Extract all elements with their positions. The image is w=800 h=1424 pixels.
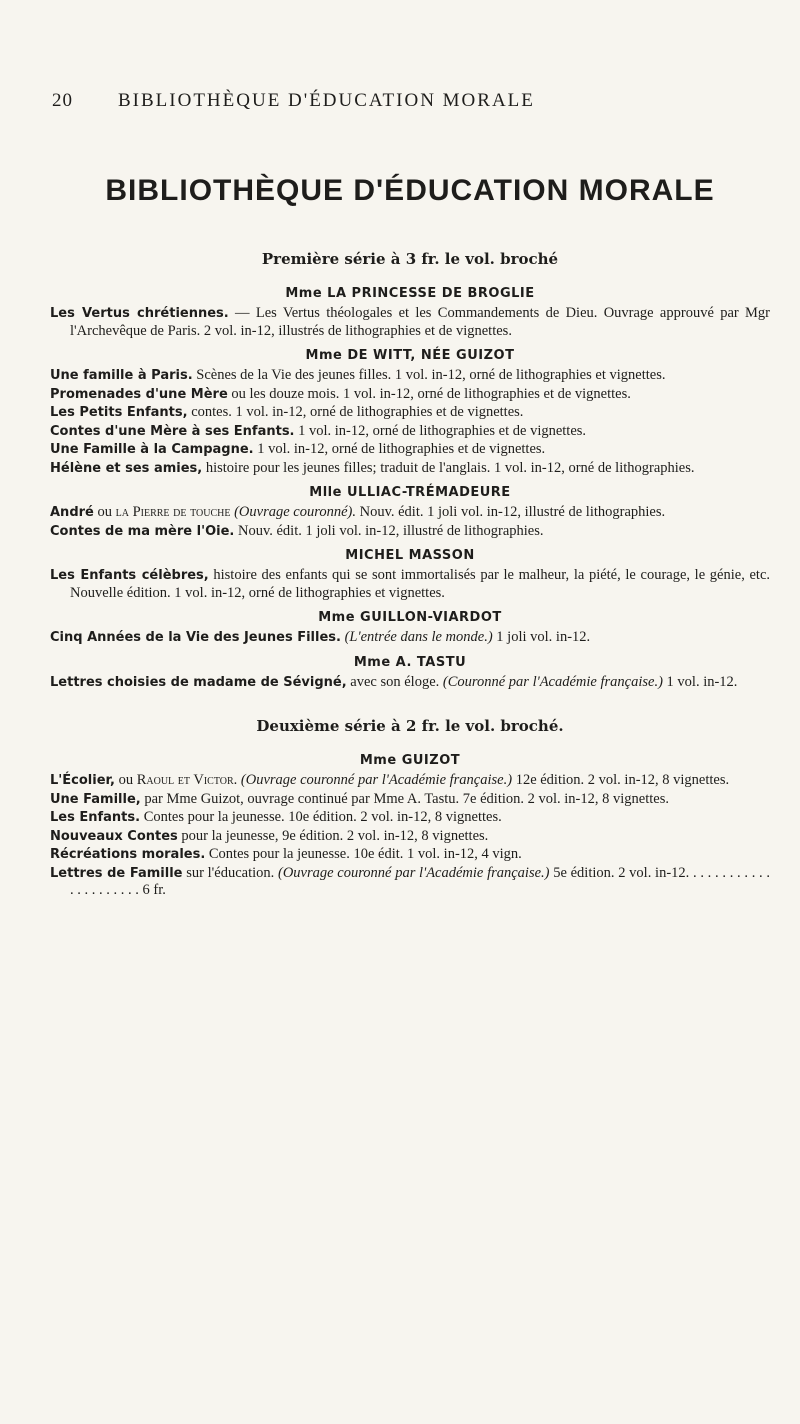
author-heading: Mme DE WITT, NÉE GUIZOT — [305, 348, 515, 363]
running-head: BIBLIOTHÈQUE D'ÉDUCATION MORALE — [118, 90, 535, 111]
series-second-list — [50, 753, 770, 900]
book-description: 1 vol. in-12, orné de lithographies et de vignettes. — [253, 441, 546, 457]
page-content — [50, 174, 770, 901]
book-entry — [50, 865, 770, 900]
book-entry — [50, 386, 770, 404]
author-heading: Mme A. TASTU — [353, 654, 467, 670]
book-description: histoire pour les jeunes filles; traduit de l'anglais. 1 vol. in-12, orné de lithographies. — [202, 459, 695, 476]
book-title: L'Écolier, — [50, 773, 115, 788]
page-number: 20 — [52, 90, 73, 111]
book-title: Nouveaux Contes — [50, 828, 178, 844]
book-entry — [50, 772, 770, 790]
book-description: pour la jeunesse, 9e édition. 2 vol. in-12, 8 vignettes. — [177, 827, 489, 844]
entry-connector: ou — [93, 504, 116, 520]
series-heading-first: Première série à 3 fr. le vol. broché — [261, 250, 559, 268]
book-title: Les Petits Enfants, — [50, 405, 188, 420]
book-title: Une Famille à la Campagne. — [50, 442, 254, 457]
book-entry — [50, 846, 770, 864]
book-title: Les Enfants. — [50, 810, 141, 825]
book-description: — Les Vertus théologales et les Commandements de Dieu. Ouvrage approuvé par Mgr l'Archevêque de Paris. 2 vol. in-12, illustrés de lithographies et de vignettes. — [70, 305, 770, 339]
book-entry — [50, 567, 770, 602]
book-title: Contes d'une Mère à ses Enfants. — [50, 423, 295, 439]
author-heading: MICHEL MASSON — [345, 548, 475, 563]
entry-connector: ou — [114, 772, 137, 788]
book-description: 1 joli vol. in-12. — [492, 629, 591, 645]
book-title: Les Enfants célèbres, — [50, 568, 209, 583]
book-description: par Mme Guizot, ouvrage continué par Mme A. Tastu. 7e édition. 2 vol. in-12, 8 vignettes. — [140, 790, 669, 807]
author-heading: Mme GUILLON-VIARDOT — [318, 610, 502, 625]
book-entry — [50, 423, 770, 441]
book-title: Une famille à Paris. — [50, 368, 193, 383]
book-entry — [50, 791, 770, 809]
book-title: Hélène et ses amies, — [50, 460, 203, 476]
book-description: 1 vol. in-12, orné de lithographies et de vignettes. — [294, 422, 587, 439]
book-title: Récréations morales. — [50, 847, 206, 862]
book-entry — [50, 460, 770, 478]
series-first-list — [50, 286, 770, 691]
entry-note: (Ouvrage couronné). — [234, 504, 356, 520]
book-title: Promenades d'une Mère — [50, 386, 228, 402]
book-entry — [50, 828, 770, 846]
book-title: Une Famille, — [50, 791, 141, 807]
book-description: ou les douze mois. 1 vol. in-12, orné de lithographies et de vignettes. — [227, 385, 631, 402]
book-entry — [50, 367, 770, 385]
book-description: Nouv. édit. 1 joli vol. in-12, illustré de lithographies. — [355, 504, 666, 520]
book-description: 1 vol. in-12. — [662, 673, 738, 690]
book-title: Lettres de Famille — [50, 865, 183, 881]
book-entry — [50, 305, 770, 340]
book-title: André — [50, 505, 94, 520]
entry-subtitle: la Pierre de touche — [115, 504, 231, 520]
book-entry — [50, 674, 770, 692]
book-entry — [50, 809, 770, 827]
book-description: contes. 1 vol. in-12, orné de lithographies et de vignettes. — [187, 404, 524, 420]
book-entry — [50, 629, 770, 647]
entry-note: (Couronné par l'Académie française.) — [442, 673, 663, 690]
book-entry — [50, 504, 770, 522]
page-title: BIBLIOTHÈQUE D'ÉDUCATION MORALE — [105, 174, 715, 207]
book-description: 5e édition. 2 vol. in-12. . . . . . . . . . . . . . . . . . . . . . 6 fr. — [70, 864, 771, 898]
book-entry — [50, 404, 770, 422]
book-title: Les Vertus chrétiennes. — [50, 306, 229, 321]
book-description: Contes pour la jeunesse. 10e édit. 1 vol. in-12, 4 vign. — [205, 846, 522, 862]
series-heading-second: Deuxième série à 2 fr. le vol. broché. — [256, 717, 564, 735]
entry-note: (Ouvrage couronné par l'Académie française.) — [240, 772, 513, 788]
entry-note: (Ouvrage couronné par l'Académie française.) — [277, 864, 550, 881]
entry-note: (L'entrée dans le monde.) — [344, 629, 493, 645]
entry-subtitle: Raoul et Victor. — [136, 772, 238, 788]
book-entry — [50, 523, 770, 541]
author-heading: Mme GUIZOT — [359, 753, 461, 768]
book-description: avec son éloge. — [346, 673, 443, 690]
book-description: Nouv. édit. 1 joli vol. in-12, illustré de lithographies. — [234, 522, 544, 539]
book-description: sur l'éducation. — [182, 864, 278, 881]
author-heading: Mlle ULLIAC-TRÉMADEURE — [309, 485, 511, 500]
book-description: Scènes de la Vie des jeunes filles. 1 vol. in-12, orné de lithographies et vignettes. — [192, 367, 666, 383]
book-title: Cinq Années de la Vie des Jeunes Filles. — [50, 630, 341, 645]
book-description: Contes pour la jeunesse. 10e édition. 2 vol. in-12, 8 vignettes. — [140, 809, 502, 825]
book-description: histoire des enfants qui se sont immortalisés par le malheur, la piété, le courage, le génie, etc. Nouvelle édition. 1 vol. in-12, orné de lithographies et vignettes. — [70, 567, 771, 601]
book-entry — [50, 441, 770, 459]
author-heading: Mme LA PRINCESSE DE BROGLIE — [285, 286, 535, 301]
book-title: Lettres choisies de madame de Sévigné, — [50, 674, 347, 690]
book-title: Contes de ma mère l'Oie. — [50, 523, 235, 539]
book-description: 12e édition. 2 vol. in-12, 8 vignettes. — [512, 772, 730, 788]
